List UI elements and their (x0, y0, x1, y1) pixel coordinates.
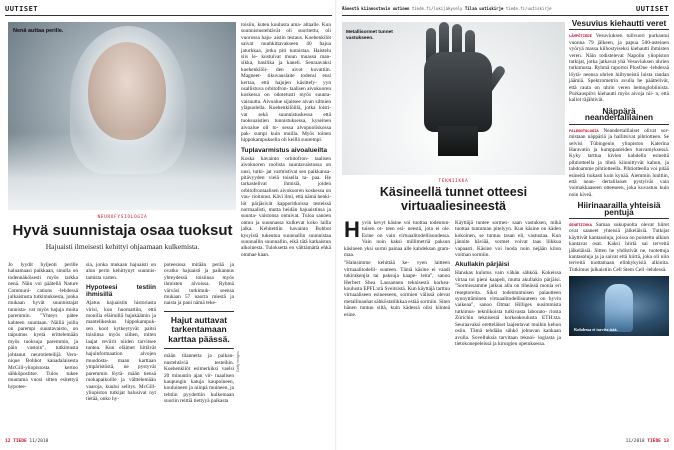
page-number: 12 (5, 439, 11, 444)
news-item-1 (569, 33, 669, 103)
news-kicker: PALEONTOLOGIA (569, 127, 599, 133)
magazine-brand: TIEDE (647, 439, 661, 444)
news-item-3 (569, 222, 669, 273)
paragraph: sia, jonka mukaan hajuaisti on alun perin kehittynyt suunnis- tamista varten. (86, 262, 156, 281)
news-headline-1: Vesuvius kiehautti veret (569, 18, 669, 30)
pull-quote: Hajut auttavat tarkentamaan karttaa päässä. (164, 311, 234, 350)
section-label: UUTISET (5, 5, 39, 13)
cold-face-photo (8, 22, 236, 210)
frost-overlay (8, 132, 236, 210)
page-footer (626, 439, 669, 444)
teaser-newsletter: Tilaa uutiskirje (464, 6, 504, 11)
article-column-2 (455, 220, 561, 349)
article-kicker: TEKNIIKKA (438, 178, 469, 183)
article-column-3 (164, 262, 234, 407)
article-column-2 (86, 262, 156, 405)
header-teaser (342, 6, 552, 11)
paragraph: Käyttäjä tuntee sormes- saan vastuksen, mikä tuottaa tuntuman pitelyyn. Kun käsine on käden kokoinen, se tuntuu tasan eli, vastustaa. Kun jännite häviää, sormet voivat taas liikkua vapaasti. Käsine voi luoda noin nejään kilon voiman sormiin. (455, 220, 561, 259)
news-headline-3: Hiirinaarailla yhteisiä pentuja (569, 200, 669, 219)
news-text: Vesuviuksen tulivuori purkautui vuonna 79 jälkeen, ja papua 500-asteinen vyöryä massa kiihostyiseksi kiehautti ihmisten veren. Näin todistelevat Napolin yliopiston tutkijat, jotka jatkavat yhä Vesuviuksen uhrien tutkimusta. Ryhmä raportoi PlosOne -lehdessä löytä- neensa uhrien hiiltyneistä luista raudan jäämiä. Spektrometrin avulla he päättelivät, että rauta on uhrin veren hemoglobiinista. Purkauspilvi kiehautti myös aivoja nii- n, että kallot räjähtivät. (569, 33, 669, 104)
news-text: Samaa sukupuolta olevat hiiret ovat saaneet yhteisiä jälkeläisiä. Tutkijat käyttivät kantasoluja, joissa on poistettu alkion kantavat osat. Kaksi hiirtä sai terveitä jälkeläisiä. Sitten he yhdistivät ne, tuotettuja kantasoluja ja ja saivat että hiirtä, joka oli niin terveitä tuottamaan elinkykyisiä alkioita. Tutkimus julkaistiin Cell Stem Cell -lehdessä. (569, 221, 669, 273)
paragraph: Ajatus hajuaistin historiasta virisi, kun huomattiin, että monilla eläimillä hajukäämin ja mantelikeskus hippokampuk- sen koot kytkeytyvät paitsi toisiinsa myös siihen, miten laajat reviirit niiden tarvitsee tuntea. Kun eläimet liittävät hajuinformaation alvojen muodosta- maan karttaan ympäristöstä, ne pystyvät paremmin löytä- mään tiensä ruokapaikoille ja välttelemään vaaroja, kuului selitys. McGill-yliopiston tutkijat halusivat nyt tietää, onko hy- (86, 300, 156, 403)
photo-caption: Metallisormet tunnet vastukseen. (346, 30, 393, 41)
top-rule (5, 15, 332, 16)
article-column-1 (8, 262, 78, 392)
page-number: 13 (663, 439, 669, 444)
teaser-link-2: tiede.fi/uutiskirje (505, 6, 552, 11)
drop-cap: H (344, 217, 360, 242)
paragraph: Hanskas kulutus vain vähän sähköä. Kokeissa virtaa toi pieni kaapeli, mutta akullakin pärjäisi. "Sormissamme jatkuu alla on tiheässä monia eri reseptoreita. Siksi todentuntuisen palautteen synnyttäminen virtuaalitodellisuuteen on hyvin vaikeaa", sanoo Otmar Hilliges uusimmista tutkimus- tekniikoista tutkivasta laborato- riosta Zürichin teknisestä korkeakoulusta ETH:sta. Seuraavaksi eretteläiset laajentavat muihin kehon osiin. Tämä tehdään sähkö johtavan kankaan avulla. Sovelluksia tarvitaan teknoi- logiasta ja tietokonepeleissä ja kirurgien opetuksessa. (455, 270, 561, 347)
paragraph: mään tilannetta ja paikan- nustehtäviä testeihin. Koehenkilöt esimerkiksi vaelsi 20 minuutin ajan vir- tuaalisen kaupungin katuja kaupoineen, kouluineen ja niinpä muineen, ja tehtiin pyydettiin kulkemaan suoriin reittiä tiettyyä paikasta (164, 353, 234, 405)
article-kicker: NEUROFYSIOLOGIA (97, 214, 148, 219)
article-column-4 (241, 22, 331, 260)
glove-hand (424, 52, 492, 132)
mouse-photo (569, 276, 669, 336)
article-deck: Hajuaisti ilmeisesti kehittyi ohjaamaan kulkemista. (45, 242, 200, 251)
issue-number: 11/2018 (29, 439, 49, 444)
teaser-lead: Äänestä kiinnostavin uutinen (342, 6, 410, 11)
magazine-brand: TIEDE (13, 439, 27, 444)
news-kicker: LÄMPÖTIEDE (569, 33, 592, 39)
wrist (438, 126, 478, 156)
photo-credit: Getty Images (236, 351, 240, 372)
subheading: Hypoteesi testiin ihmisillä (86, 284, 156, 299)
paragraph: "Halusimme kehittää ke- vyen laitteen virtuaalitodelli- suuteen. Tämä käsine ei vaadi tukirakenjia tai paksuja kaape- leita", sanoo Herbert Shea Lausannen teknisestä korkea- koulusta EPFL:stä Sveitsistä. Kun käyttäjä tarttuu virtuaaliseen esineeseen, sormien välissä olevat metallinauhat sähköstatiikkaa estää sormiin. Siten hänen tuntuu siltä, kuin kädessä olisi kiinteä esine. (344, 260, 450, 318)
news-item-2 (569, 128, 669, 198)
face (88, 42, 166, 140)
news-kicker: GENETIIKKA (569, 221, 592, 227)
issue-number: 11/2018 (625, 439, 645, 444)
paragraph: Koska havainto orbitofron- taalisen aivokuoren roolista suuntavaistossa on uusi, tutki- jat varmistivat sen paikkansa- pitävyyden vielä toisella ta- paa. He tarkastelivat ihmisiä, joiden orbitofrontaalisen aivokuoren koskessa on vau- rioitunut. Kävi ilmi, että nämä henki- löt pärjäsivät kapporitkoissa testeissä normaalisti, mutta heidän hajuaistinsa ja suunta- vaistonsa ontuivat. Tuloa sanoen ontuu ja suunnassa kulkevat koko lailla jalka. Kehitettiin havainto Bohbot kysyistä tukeutua suunnallin suunnistaa suunnallin suunnallin, eikä tätä katkaistun alkoinesta. Tuloksetta en välttämättä ehkä ommae kaan. (241, 155, 331, 258)
right-page (337, 0, 674, 450)
paragraph: Jo lyydit hyljeoti perille haluamaasi paikkaan, sinulla on todennäköisesti myös tarkka nenä. Näin voi päätellä Nature Communi- cations -lehdessä julkaistusta tutkimuksesta, jonka mukaan hyvät suunnistajat tunnista- vat myös hajuja muita paremmin. "Yhteys pätee kahteen suuntaan. Näillä joilla on parempi suuntavaisto, on taipumus kyetä erittelemään myös tuoksuja paremmin, ja päin vastoin", tutkimusta johtanut neurotieteilijä Vero- nique Bohbot kanadalaisesta McGill-yliopistosta kertoo sähköpostitse. Tulos tukee muutama vuosi sitten esitettyä hypotee- (8, 262, 78, 390)
section-label: UUTISET (635, 5, 669, 13)
paragraph (344, 217, 450, 259)
news-text: Neandertalilaiset olivat sor- mistaan näppäriä ja hallitsivat pihtiotteen. Se selvisi Tübingenin yliopiston Katerina Haravatin ja kumppaneiden tuuvamyksessä. Kyky tarttua kivien kahdella esineitä pihtiotteella ja tiheä kiinnittyvät kahun, ja tahdoamme pihtiotteella. Pihtiotteella voi pitää esineitä tiukasti kuin kynää. Aiemmin luultiin, että nean- dertalilaiset pystyivät vain voimakkaaseen otteeseen, joka kuvastuu kuin noin kiveä. (569, 127, 669, 198)
article-headline: Hyvä suunnistaja osaa tuoksut (12, 222, 233, 239)
paragraph: toisiin, kuten koulusta ama- altaalle. Kun suunnistustehtävät oli suoritettu, oli vuorossa haju- aistin testaus. Koehenkilöt saivat nuuhkittavakseen 40 hajua jaturkkaa, jotka piti tunnistaa. Haistelu siis le- kustuivat muun muassa man- sikka, basilika ja kaneli. Seuraavaksi koehenkilöi- den aivot kuvattiin. Magneet- tikuvauslaite todensi ensi kertaa, että hajujen käsittely- yyn osallistuva orbitofron- taalisen aivokuoren koskessa on odotetusti myös suunta- vaisuutta. Aivoalue sijaitsee aivan silmien yläpuolella. Koehenkilöillä, jotka loisti- vat sekä suunnistuskessa että tuoksuaistien tunnistuksessa, kyseinen aivoalue oli to- sessa alvopuoliskossa pak- sumpi kuin muilla. Myös toinen hippokampuksella oli keillä suurempi. (241, 22, 331, 144)
photo-caption: Kohdessa ei tarvita isää. (574, 326, 618, 332)
article-headline: Käsineellä tunnet otteesi virtuaaliesineestä (379, 185, 528, 213)
subheading: Akullakin pärjäisi (455, 261, 510, 269)
teaser-link: tiede.fi/lukijakysely (411, 6, 463, 11)
paragraph-text: yvin kevyt käsine voi tuottaa todentun- tuisen ot- teen esi- neestä, jota ei ole. Esine on vain virtuaalitodellisuudessa. Vain noin kaksi millimetriä paksun käsineen yksi sormi painaa alle kahdeksan gram- maa. (344, 220, 450, 259)
page-footer (5, 439, 48, 444)
paragraph: poteesissa mitään perää ja ovatko hajuaisti ja paikannus yhteydessä toisiinsa myös ihmisten aivoissa. Ryhmä värväsi tutkimuk- seensa mukaan 57 naorta miestä ja naista ja pani nämä teke- (164, 262, 234, 307)
subheading: Tuplavarmistus aivoalueilta (241, 146, 327, 154)
haptic-glove-photo (342, 22, 565, 175)
news-column (569, 18, 669, 336)
article-column-1 (344, 217, 450, 320)
photo-caption: Nenä auttaa perille. (13, 28, 64, 34)
glowing-figure (605, 284, 633, 332)
news-headline-2: Näppärä neandertalilainen (569, 106, 669, 125)
top-rule (342, 15, 669, 16)
